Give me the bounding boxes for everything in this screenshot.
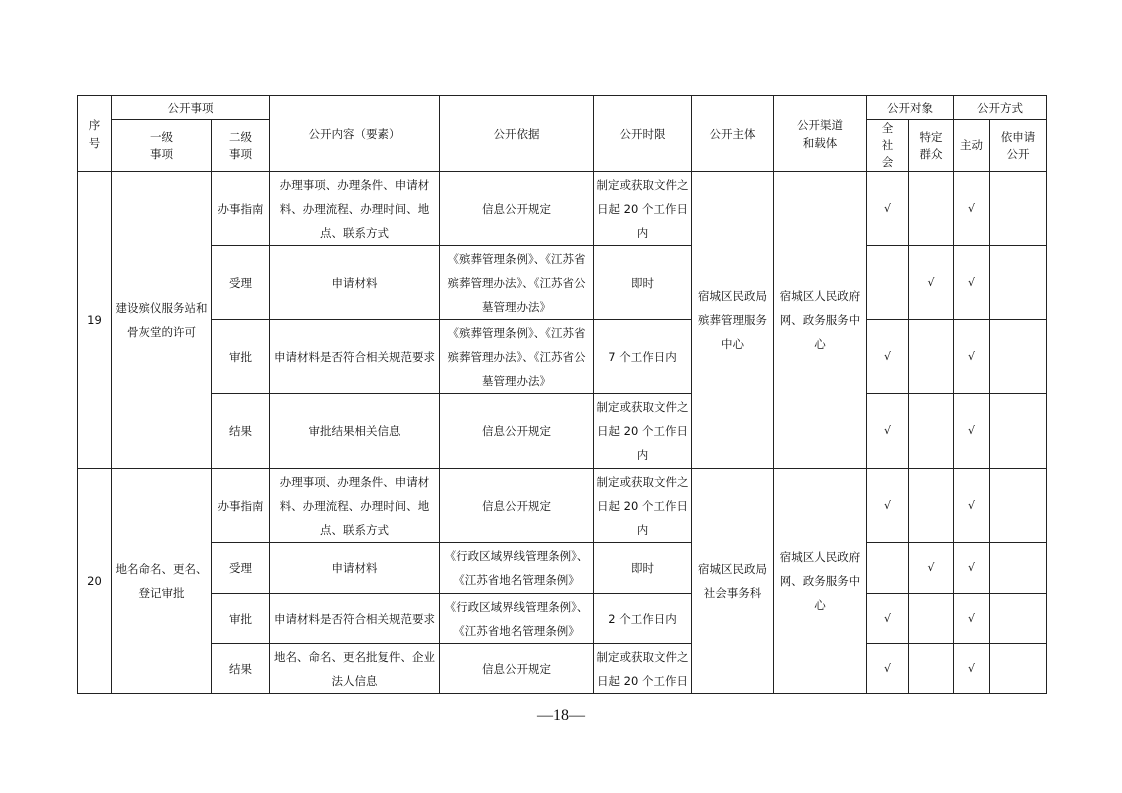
table-row (78, 246, 1047, 320)
target-all-mark (867, 543, 909, 594)
method-active-mark: √ (954, 172, 990, 246)
header-channel: 公开渠道和载体 (774, 96, 867, 172)
content-cell: 审批结果相关信息 (270, 394, 440, 469)
header-subject: 公开主体 (692, 96, 774, 172)
basis-cell: 信息公开规定 (440, 469, 594, 543)
header-method-active: 主动 (954, 120, 990, 172)
seq-cell: 19 (78, 172, 112, 469)
basis-cell: 信息公开规定 (440, 172, 594, 246)
content-cell: 申请材料 (270, 246, 440, 320)
method-request-mark (990, 172, 1047, 246)
target-specific-mark: √ (909, 543, 954, 594)
header-target-all: 全社会 (867, 120, 909, 172)
level1-cell: 建设殡仪服务站和骨灰堂的许可 (112, 172, 212, 469)
content-cell: 申请材料是否符合相关规范要求 (270, 594, 440, 644)
target-all-mark: √ (867, 172, 909, 246)
time-limit-cell: 制定或获取文件之日起 20 个工作日 (594, 644, 692, 694)
target-all-mark: √ (867, 594, 909, 644)
target-specific-mark: √ (909, 246, 954, 320)
target-specific-mark (909, 394, 954, 469)
table-row (78, 644, 1047, 694)
level2-cell: 结果 (212, 394, 270, 469)
target-all-mark: √ (867, 644, 909, 694)
content-cell: 办理事项、办理条件、申请材料、办理流程、办理时间、地点、联系方式 (270, 469, 440, 543)
content-cell: 申请材料 (270, 543, 440, 594)
table-row (78, 394, 1047, 469)
target-specific-mark (909, 644, 954, 694)
basis-cell: 《殡葬管理条例》、《江苏省殡葬管理办法》、《江苏省公墓管理办法》 (440, 246, 594, 320)
subject-cell: 宿城区民政局殡葬管理服务中心 (692, 172, 774, 469)
subject-cell: 宿城区民政局社会事务科 (692, 469, 774, 694)
table-row (78, 320, 1047, 394)
basis-cell: 《行政区域界线管理条例》、《江苏省地名管理条例》 (440, 594, 594, 644)
method-active-mark: √ (954, 644, 990, 694)
header-target: 公开对象 (867, 96, 954, 120)
table-row (78, 594, 1047, 644)
method-request-mark (990, 394, 1047, 469)
time-limit-cell: 7 个工作日内 (594, 320, 692, 394)
target-specific-mark (909, 594, 954, 644)
target-specific-mark (909, 320, 954, 394)
method-request-mark (990, 644, 1047, 694)
target-all-mark (867, 246, 909, 320)
level2-cell: 办事指南 (212, 469, 270, 543)
content-cell: 办理事项、办理条件、申请材料、办理流程、办理时间、地点、联系方式 (270, 172, 440, 246)
target-all-mark: √ (867, 469, 909, 543)
header-method: 公开方式 (954, 96, 1047, 120)
level2-cell: 办事指南 (212, 172, 270, 246)
header-time-limit: 公开时限 (594, 96, 692, 172)
method-active-mark: √ (954, 543, 990, 594)
basis-cell: 《行政区域界线管理条例》、《江苏省地名管理条例》 (440, 543, 594, 594)
basis-cell: 信息公开规定 (440, 644, 594, 694)
time-limit-cell: 制定或获取文件之日起 20 个工作日内 (594, 172, 692, 246)
method-active-mark: √ (954, 246, 990, 320)
level2-cell: 结果 (212, 644, 270, 694)
disclosure-table (77, 95, 1047, 694)
basis-cell: 信息公开规定 (440, 394, 594, 469)
time-limit-cell: 制定或获取文件之日起 20 个工作日内 (594, 394, 692, 469)
level2-cell: 审批 (212, 594, 270, 644)
channel-cell: 宿城区人民政府网、政务服务中心 (774, 172, 867, 469)
method-active-mark: √ (954, 320, 990, 394)
method-active-mark: √ (954, 469, 990, 543)
table-row (78, 469, 1047, 543)
target-specific-mark (909, 469, 954, 543)
time-limit-cell: 制定或获取文件之日起 20 个工作日内 (594, 469, 692, 543)
level2-cell: 受理 (212, 543, 270, 594)
header-method-request: 依申请公开 (990, 120, 1047, 172)
method-request-mark (990, 594, 1047, 644)
header-content: 公开内容（要素） (270, 96, 440, 172)
table-row (78, 543, 1047, 594)
header-target-specific: 特定群众 (909, 120, 954, 172)
time-limit-cell: 2 个工作日内 (594, 594, 692, 644)
time-limit-cell: 即时 (594, 543, 692, 594)
level2-cell: 审批 (212, 320, 270, 394)
basis-cell: 《殡葬管理条例》、《江苏省殡葬管理办法》、《江苏省公墓管理办法》 (440, 320, 594, 394)
time-limit-cell: 即时 (594, 246, 692, 320)
table-row (78, 172, 1047, 246)
method-active-mark: √ (954, 394, 990, 469)
header-public-items: 公开事项 (112, 96, 270, 120)
header-basis: 公开依据 (440, 96, 594, 172)
method-request-mark (990, 543, 1047, 594)
content-cell: 申请材料是否符合相关规范要求 (270, 320, 440, 394)
target-specific-mark (909, 172, 954, 246)
header-level1: 一级事项 (112, 120, 212, 172)
content-cell: 地名、命名、更名批复件、企业法人信息 (270, 644, 440, 694)
channel-cell: 宿城区人民政府网、政务服务中心 (774, 469, 867, 694)
level1-cell: 地名命名、更名、登记审批 (112, 469, 212, 694)
header-seq: 序号 (78, 96, 112, 172)
level2-cell: 受理 (212, 246, 270, 320)
method-active-mark: √ (954, 594, 990, 644)
method-request-mark (990, 246, 1047, 320)
page-number: —18— (537, 707, 585, 724)
header-row-1 (78, 96, 1047, 120)
seq-cell: 20 (78, 469, 112, 694)
method-request-mark (990, 469, 1047, 543)
target-all-mark: √ (867, 394, 909, 469)
method-request-mark (990, 320, 1047, 394)
target-all-mark: √ (867, 320, 909, 394)
header-level2: 二级事项 (212, 120, 270, 172)
